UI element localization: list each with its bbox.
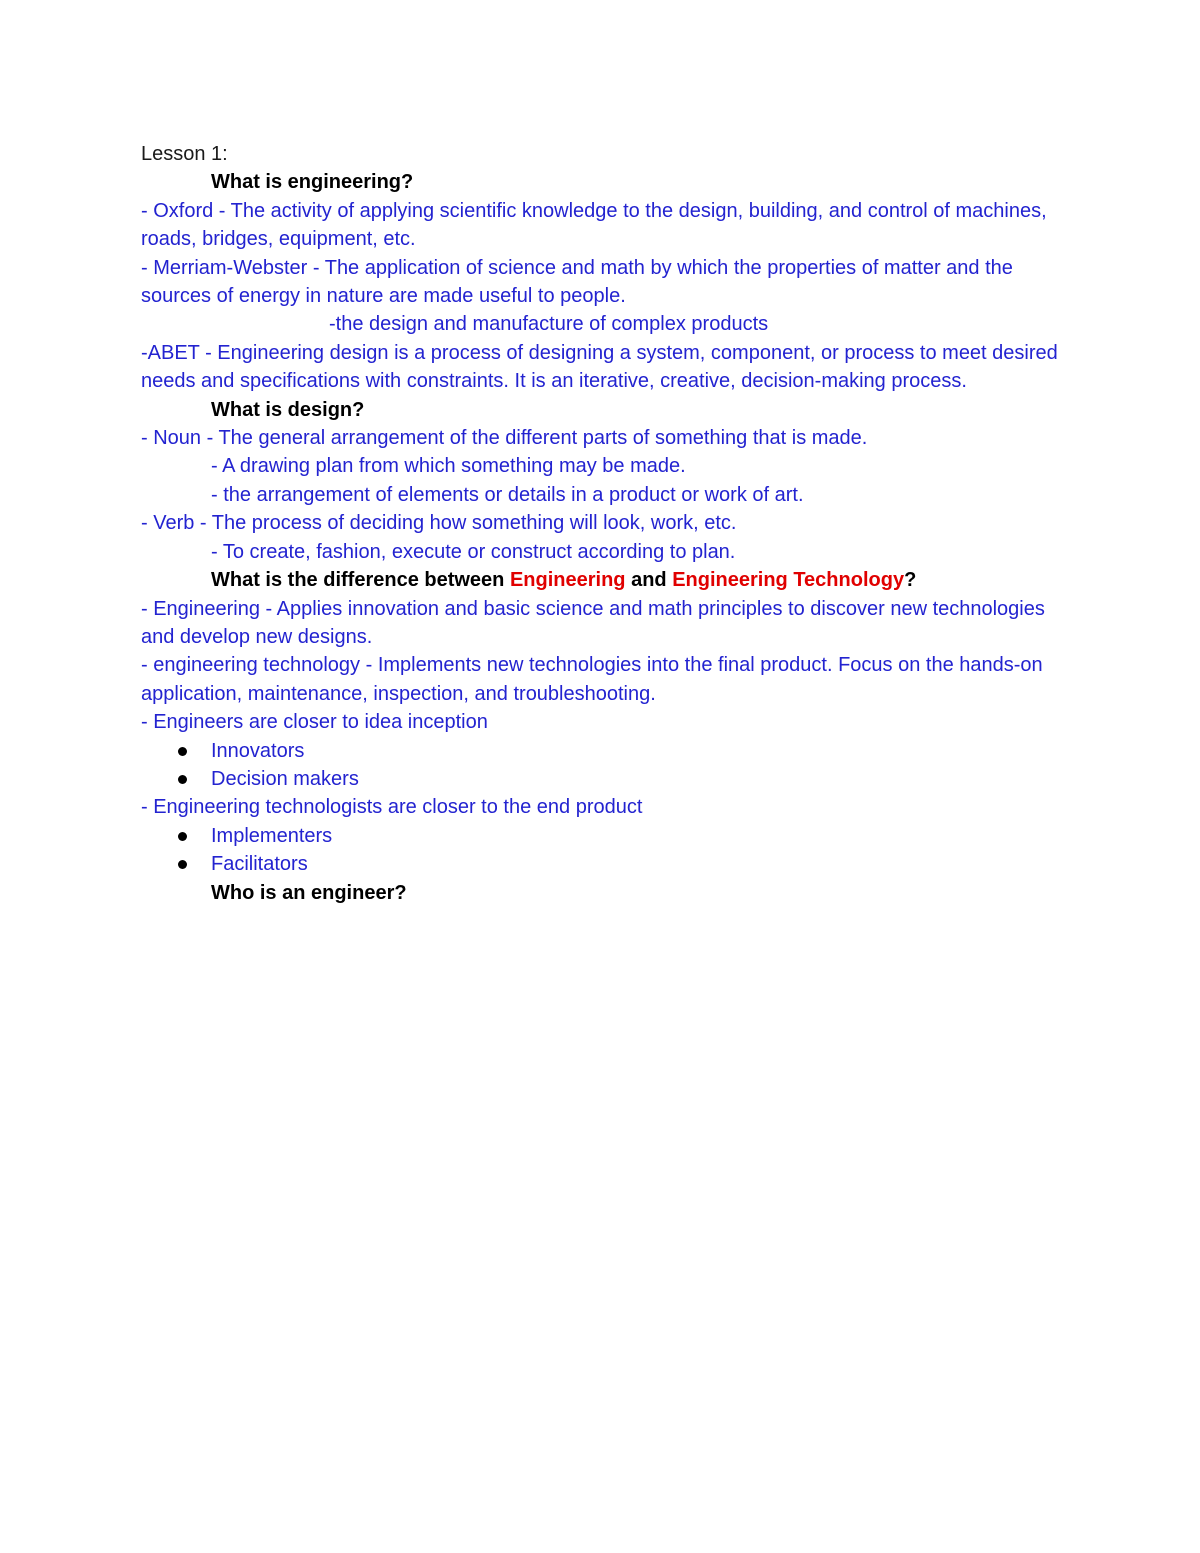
definition-merriam-sub: -the design and manufacture of complex products <box>329 313 769 336</box>
heading-who-is-an-engineer: Who is an engineer? <box>211 881 407 904</box>
bullet-text: Implementers <box>211 824 333 847</box>
heading-term-engineering-technology: Engineering Technology <box>672 569 905 592</box>
list-item <box>141 737 1081 765</box>
bullet-text: Decision makers <box>211 767 359 790</box>
definition-oxford: - Oxford - The activity of applying scientific knowledge to the design, building, and control of machines, roads, bridges, equipment, etc. <box>141 199 1047 251</box>
bullet-icon <box>178 860 187 869</box>
design-verb: - Verb - The process of deciding how something will look, work, etc. <box>141 512 737 535</box>
definition-merriam-webster: - Merriam-Webster - The application of science and math by which the properties of matter and the sources of energy in nature are made useful to people. <box>141 256 1013 308</box>
list-item <box>141 850 1081 878</box>
design-verb-sub1: - To create, fashion, execute or construct according to plan. <box>211 540 736 563</box>
bullet-text: Innovators <box>211 739 305 762</box>
bullet-icon <box>178 775 187 784</box>
document-content <box>141 140 1081 907</box>
engineers-bullet-list <box>141 737 1081 794</box>
bullet-icon <box>178 832 187 841</box>
heading-what-is-design: What is design? <box>211 398 365 421</box>
list-item <box>141 765 1081 793</box>
difference-engineering: - Engineering - Applies innovation and basic science and math principles to discover new technologies and develop new designs. <box>141 597 1045 648</box>
heading-difference <box>141 566 1081 594</box>
heading-what-is-engineering: What is engineering? <box>211 171 414 194</box>
heading-term-engineering: Engineering <box>509 569 626 592</box>
heading-difference-pre: What is the difference between <box>211 569 510 592</box>
heading-difference-mid: and <box>625 569 673 592</box>
design-noun: - Noun - The general arrangement of the different parts of something that is made. <box>141 427 868 450</box>
design-noun-sub2: - the arrangement of elements or details in a product or work of art. <box>211 483 804 506</box>
heading-difference-post: ? <box>904 569 917 592</box>
difference-engineering-technology: - engineering technology - Implements new technologies into the final product. Focus on the hands-on application, maintenance, inspection, and troubleshooting. <box>141 654 1043 705</box>
engineers-closer: - Engineers are closer to idea inception <box>141 711 488 734</box>
lesson-title: Lesson 1: <box>141 143 228 165</box>
bullet-icon <box>178 747 187 756</box>
bullet-text: Facilitators <box>211 853 308 876</box>
technologists-closer: - Engineering technologists are closer to the end product <box>141 796 643 819</box>
design-noun-sub1: - A drawing plan from which something may be made. <box>211 455 686 478</box>
list-item <box>141 822 1081 850</box>
technologists-bullet-list <box>141 822 1081 879</box>
definition-abet: -ABET - Engineering design is a process of designing a system, component, or process to meet desired needs and specifications with constraints. It is an iterative, creative, decision-making process. <box>141 341 1058 393</box>
